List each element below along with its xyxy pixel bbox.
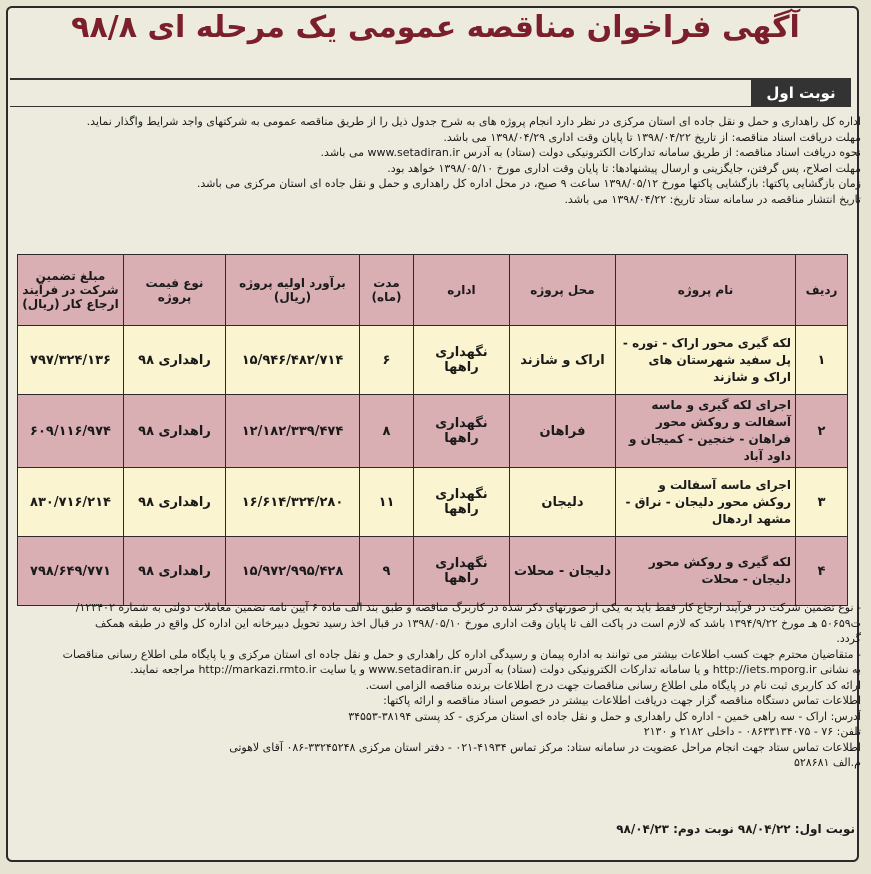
- cell-name: لکه گیری و روکش محور دلیجان - محلات: [616, 537, 796, 606]
- cell-duration: ۱۱: [360, 468, 414, 537]
- cell-office: نگهداری راهها: [414, 537, 510, 606]
- cell-row-no: ۱: [796, 326, 848, 395]
- intro-line: مهلت اصلاح، پس گرفتن، جایگزینی و ارسال پیشنهادها: تا پایان وقت اداری مورخ ۱۳۹۸/۰۵/۱۰ خواهد بود.: [387, 161, 861, 175]
- header-name: نام پروژه: [616, 255, 796, 326]
- header-duration: مدت (ماه): [360, 255, 414, 326]
- cell-duration: ۸: [360, 395, 414, 468]
- round-badge: نوبت اول: [751, 80, 851, 106]
- note-line: م.الف ۵۲۸۶۸۱: [793, 756, 861, 769]
- round-bar: [10, 78, 851, 107]
- note-line: گردد.: [836, 632, 861, 645]
- intro-line: اداره کل راهداری و حمل و نقل جاده ای استان مرکزی در نظر دارد انجام پروژه های به شرح جدول ذیل را از طریق مناقصه عمومی به شرکتهای واجد شرایط واگذار نماید.: [86, 115, 861, 128]
- cell-duration: ۶: [360, 326, 414, 395]
- intro-line: مهلت دریافت اسناد مناقصه: از تاریخ ۱۳۹۸/۰۴/۲۲ تا پایان وقت اداری ۱۳۹۸/۰۴/۲۹ می باشد.: [443, 130, 861, 144]
- header-price-type: نوع فیمت پروژه: [124, 255, 226, 326]
- cell-price-type: راهداری ۹۸: [124, 468, 226, 537]
- notes-text: [10, 600, 861, 771]
- cell-duration: ۹: [360, 537, 414, 606]
- intro-text: [10, 114, 861, 207]
- cell-name: اجرای ماسه آسفالت و روکش محور دلیجان - نراق - مشهد اردهال: [616, 468, 796, 537]
- intro-line: نحوه دریافت اسناد مناقصه: از طریق سامانه تدارکات الکترونیکی دولت (ستاد) به آدرس www.setadiran.ir می باشد.: [320, 146, 861, 159]
- note-line: - متقاضیان محترم جهت کسب اطلاعات بیشتر می توانند به اداره پیمان و رسیدگی اداره کل راهداری و حمل و نقل جاده ای استان مرکزی و یا پایگاه ملی اطلاع رسانی مناقصات: [62, 647, 861, 661]
- cell-office: نگهداری راهها: [414, 468, 510, 537]
- cell-location: فراهان: [510, 395, 616, 468]
- note-line: ارائه کد کاربری ثبت نام در پایگاه ملی اطلاع رسانی مناقصات جهت درج اطلاعات برنده مناقصه الزامی است.: [365, 678, 861, 692]
- header-row-no: ردیف: [796, 255, 848, 326]
- cell-location: دلیجان - محلات: [510, 537, 616, 606]
- table-row: [18, 537, 848, 606]
- cell-row-no: ۲: [796, 395, 848, 468]
- note-line: تلفن: ۷۶ - ۰۸۶۳۳۱۳۴۰۷۵ - داخلی ۲۱۸۲ و ۲۱۳۰: [643, 725, 861, 738]
- cell-guarantee: ۷۹۸/۶۴۹/۷۷۱: [18, 537, 124, 606]
- table-row: [18, 326, 848, 395]
- note-line: ت۵۰۶۵۹ هـ مورخ ۱۳۹۴/۹/۲۲ باشد که لازم است در پاکت الف تا پایان وقت اداری مورخ ۱۳۹۸/۰۵/۱۰ در قبال اخذ رسید تحویل دبیرخانه این اداره کل واقع در طبقه همکف: [95, 616, 861, 630]
- cell-price-type: راهداری ۹۸: [124, 537, 226, 606]
- note-line: اطلاعات تماس ستاد جهت انجام مراحل عضویت در سامانه ستاد: مرکز تماس ۴۱۹۳۴-۰۲۱ - دفتر استان مرکزی ۳۳۲۴۵۲۴۸-۰۸۶ آقای لاهوتی: [229, 740, 861, 754]
- table-row: [18, 468, 848, 537]
- publication-dates: نوبت اول: ۹۸/۰۴/۲۲ نوبت دوم: ۹۸/۰۴/۲۳: [616, 822, 855, 836]
- cell-price-type: راهداری ۹۸: [124, 326, 226, 395]
- cell-row-no: ۴: [796, 537, 848, 606]
- cell-price-type: راهداری ۹۸: [124, 395, 226, 468]
- cell-office: نگهداری راهها: [414, 326, 510, 395]
- cell-guarantee: ۸۳۰/۷۱۶/۲۱۴: [18, 468, 124, 537]
- table-header-row: [18, 255, 848, 326]
- header-office: اداره: [414, 255, 510, 326]
- cell-row-no: ۳: [796, 468, 848, 537]
- cell-estimate: ۱۲/۱۸۲/۳۳۹/۴۷۴: [226, 395, 360, 468]
- note-line: اطلاعات تماس دستگاه مناقصه گزار جهت دریافت اطلاعات بیشتر در خصوص اسناد مناقصه و ارائه پاکتها:: [383, 694, 861, 707]
- notice-title: آگهی فراخوان مناقصه عمومی یک مرحله ای ۹۸/۸: [71, 10, 800, 45]
- cell-location: اراک و شازند: [510, 326, 616, 395]
- header-guarantee: مبلغ تضمین شرکت در فرآیند ارجاع کار (ریال): [18, 255, 124, 326]
- cell-location: دلیجان: [510, 468, 616, 537]
- intro-line: تاریخ انتشار مناقصه در سامانه ستاد تاریخ: ۱۳۹۸/۰۴/۲۲ می باشد.: [564, 192, 861, 206]
- cell-guarantee: ۷۹۷/۳۲۴/۱۳۶: [18, 326, 124, 395]
- cell-name: اجرای لکه گیری و ماسه آسفالت و روکش محور فراهان - خنجین - کمیجان و داود آباد: [616, 395, 796, 468]
- cell-guarantee: ۶۰۹/۱۱۶/۹۷۴: [18, 395, 124, 468]
- cell-estimate: ۱۵/۹۴۶/۴۸۲/۷۱۴: [226, 326, 360, 395]
- projects-table: [17, 254, 848, 606]
- cell-office: نگهداری راهها: [414, 395, 510, 468]
- header-estimate: برآورد اولیه پروژه (ریال): [226, 255, 360, 326]
- header-location: محل پروژه: [510, 255, 616, 326]
- cell-name: لکه گیری محور اراک - توره - پل سفید شهرستان های اراک و شازند: [616, 326, 796, 395]
- note-line: آدرس: اراک - سه راهی خمین - اداره کل راهداری و حمل و نقل جاده ای استان مرکزی - کد پستی ۳۸۱۹۴-۳۴۵۵۳: [348, 709, 861, 723]
- note-line: - نوع تضمین شرکت در فرآیند ارجاع کار فقط باید به یکی از صورتهای ذکر شده در کاربرگ مناقصه و طبق بند الف ماده ۶ آیین نامه تضمین معاملات دولتی به شماره ۱۲۳۴۰۲/: [75, 601, 861, 614]
- intro-line: زمان بازگشایی پاکتها: بازگشایی پاکتها مورخ ۱۳۹۸/۰۵/۱۲ ساعت ۹ صبح، در محل اداره کل راهداری و حمل و نقل جاده ای استان مرکزی می باشد.: [196, 177, 861, 190]
- table-row: [18, 395, 848, 468]
- cell-estimate: ۱۶/۶۱۴/۳۲۴/۲۸۰: [226, 468, 360, 537]
- note-line: به نشانی http://iets.mporg.ir و یا سامانه تدارکات الکترونیکی دولت (ستاد) به آدرس www.setadiran.ir و یا سایت http://markazi.rmto.ir مراجعه نمایند.: [129, 663, 861, 676]
- cell-estimate: ۱۵/۹۷۲/۹۹۵/۴۲۸: [226, 537, 360, 606]
